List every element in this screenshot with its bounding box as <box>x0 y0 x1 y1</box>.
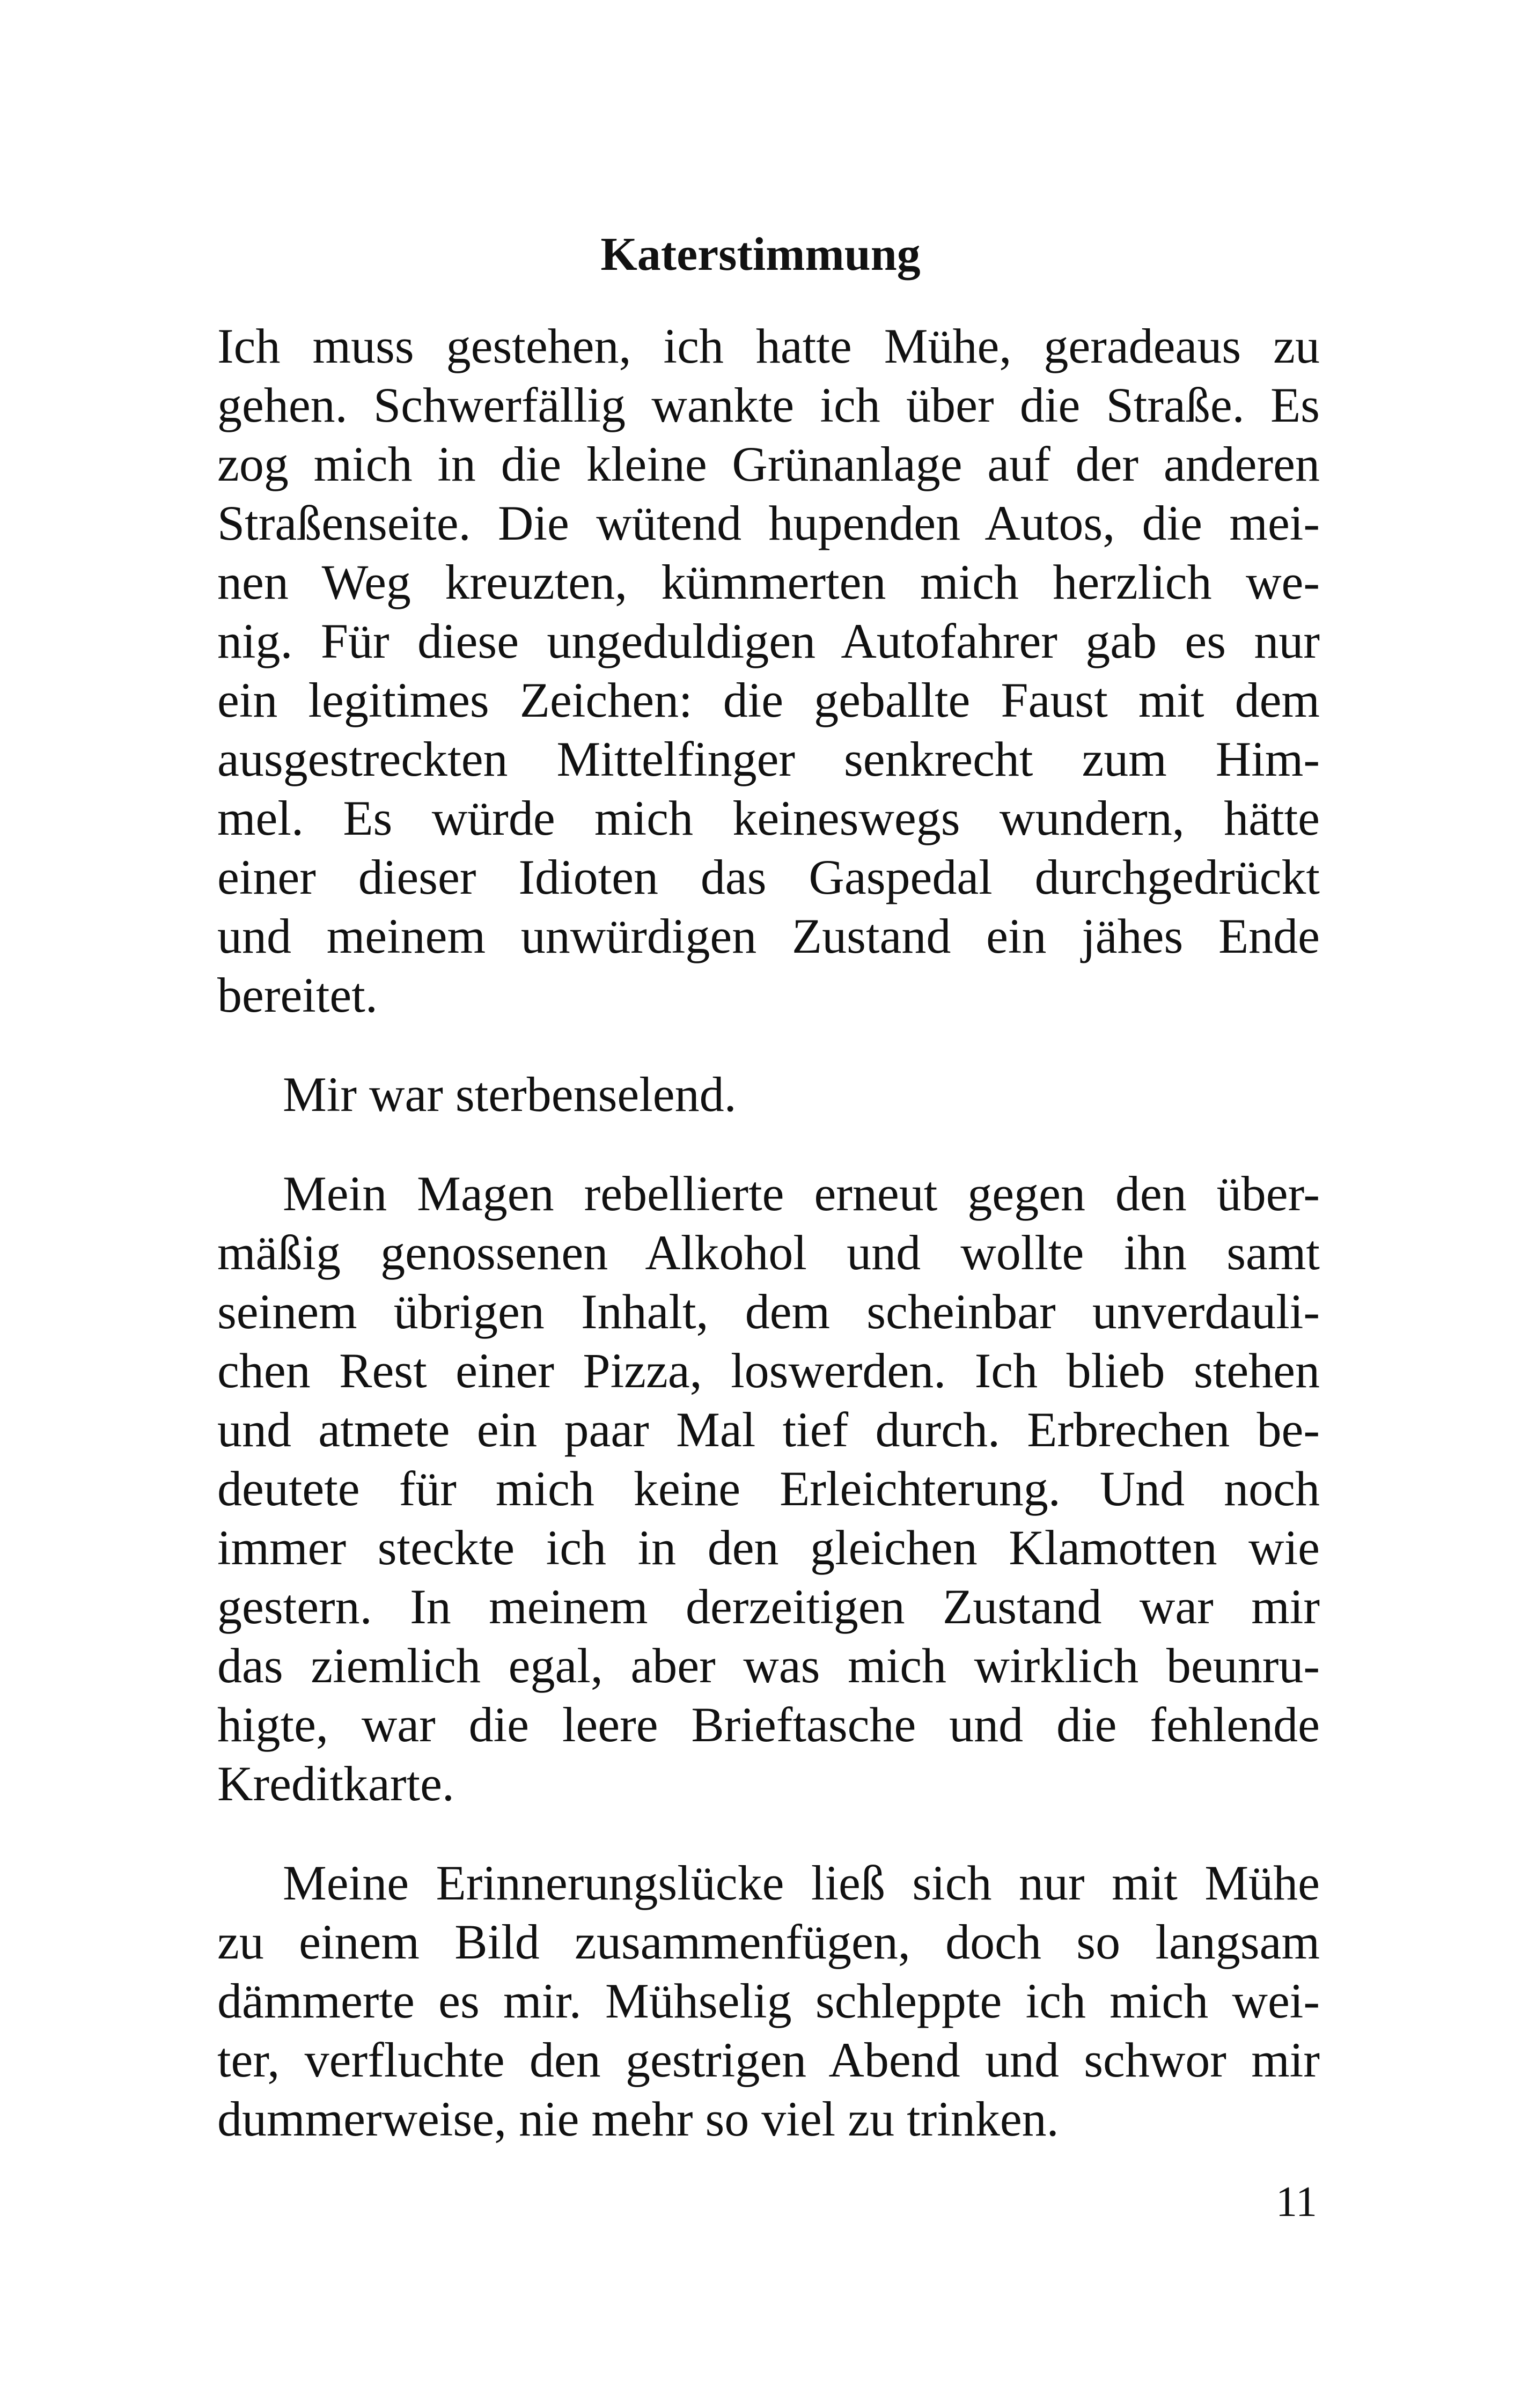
paragraph-gap <box>217 1813 1320 1853</box>
paragraph-gap <box>217 1025 1320 1065</box>
text-line: immer steckte ich in den gleichen Klamotten wie <box>217 1520 1320 1575</box>
text-line: Mein Magen rebellierte erneut gegen den über- <box>283 1166 1320 1221</box>
text-line: ter, verfluchte den gestrigen Abend und schwor mir <box>217 2033 1320 2087</box>
text-line: mel. Es würde mich keineswegs wundern, hätte <box>217 791 1320 845</box>
text-line: dummerweise, nie mehr so viel zu trinken. <box>217 2092 1059 2146</box>
text-line: zog mich in die kleine Grünanlage auf der anderen <box>217 437 1320 491</box>
text-line: Straßenseite. Die wütend hupenden Autos, die mei- <box>217 496 1320 550</box>
text-line: Kreditkarte. <box>217 1756 454 1811</box>
text-line: zu einem Bild zusammenfügen, doch so langsam <box>217 1914 1320 1969</box>
paragraph <box>217 316 1320 1025</box>
text-line: Meine Erinnerungslücke ließ sich nur mit Mühe <box>283 1855 1320 1910</box>
text-line: ein legitimes Zeichen: die geballte Faust mit dem <box>217 673 1320 727</box>
text-line: nig. Für diese ungeduldigen Autofahrer gab es nur <box>217 614 1320 668</box>
text-line: das ziemlich egal, aber was mich wirklich beunru- <box>217 1638 1320 1693</box>
text-line: ausgestreckten Mittelfinger senkrecht zum Him- <box>217 732 1320 786</box>
text-line: einer dieser Idioten das Gaspedal durchgedrückt <box>217 850 1320 904</box>
text-line: bereitet. <box>217 968 378 1022</box>
paragraph <box>217 1164 1320 1813</box>
page-number: 11 <box>1275 2178 1317 2226</box>
text-line: Ich muss gestehen, ich hatte Mühe, geradeaus zu <box>217 319 1320 373</box>
paragraph <box>217 1065 1320 1124</box>
text-line: dämmerte es mir. Mühselig schleppte ich mich wei- <box>217 1973 1320 2028</box>
paragraph-gap <box>217 1124 1320 1164</box>
text-line: gehen. Schwerfällig wankte ich über die Straße. Es <box>217 378 1320 432</box>
text-line: gestern. In meinem derzeitigen Zustand war mir <box>217 1579 1320 1634</box>
text-line: mäßig genossenen Alkohol und wollte ihn samt <box>217 1225 1320 1280</box>
text-line: Mir war sterbenselend. <box>283 1067 737 1122</box>
text-line: chen Rest einer Pizza, loswerden. Ich blieb stehen <box>217 1343 1320 1398</box>
body-text <box>217 316 1320 2148</box>
text-line: seinem übrigen Inhalt, dem scheinbar unverdauli- <box>217 1284 1320 1339</box>
paragraph <box>217 1853 1320 2148</box>
chapter-title: Katerstimmung <box>600 229 921 281</box>
text-line: deutete für mich keine Erleichterung. Und noch <box>217 1461 1320 1516</box>
text-line: und atmete ein paar Mal tief durch. Erbrechen be- <box>217 1402 1320 1457</box>
text-line: nen Weg kreuzten, kümmerten mich herzlich we- <box>217 555 1320 609</box>
text-line: higte, war die leere Brieftasche und die fehlende <box>217 1697 1320 1752</box>
text-line: und meinem unwürdigen Zustand ein jähes Ende <box>217 909 1320 963</box>
